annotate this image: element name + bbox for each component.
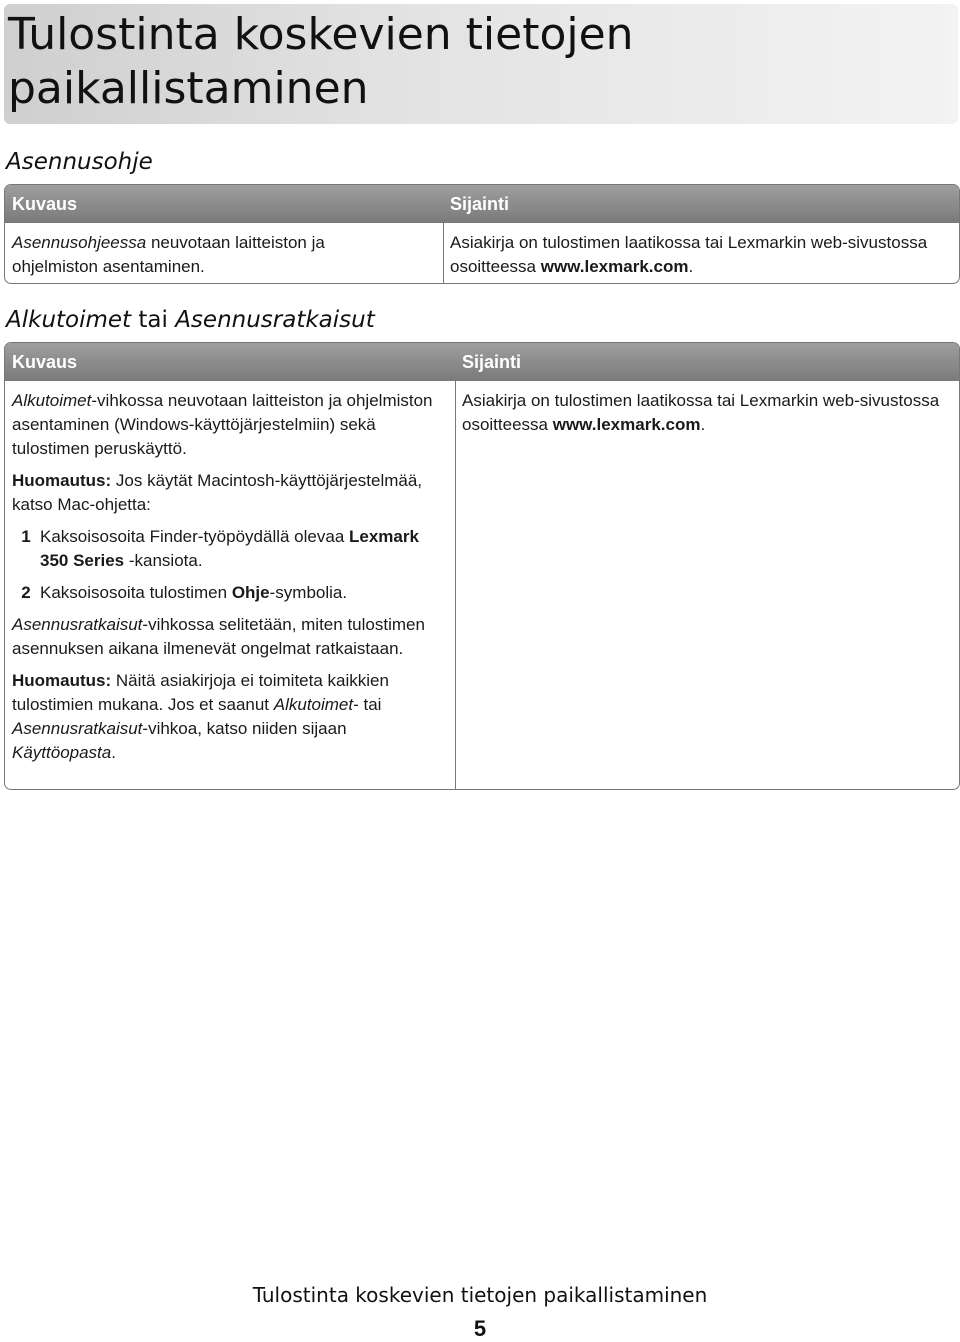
page-title: Tulostinta koskevien tietojen paikallistaminen (8, 9, 634, 114)
note-label: Huomautus: (12, 471, 112, 490)
step-bold: Ohje (231, 583, 270, 602)
note-em: Asennusratkaisut (12, 719, 143, 738)
column-header-location: Sijainti (450, 194, 510, 214)
step-number: 1 (21, 527, 31, 546)
location-body: Asiakirja on tulostimen laatikossa tai Lexmarkin web-sivustossa osoitteessa (450, 233, 928, 276)
step-text (40, 525, 442, 573)
description-cell (12, 389, 442, 773)
step-bold: Lexmark 350 Series (40, 527, 419, 570)
asennusratkaisut-rest: -vihkossa selitetään, miten tulostimen asennuksen aikana ilmenevät ongelmat ratkaistaan. (12, 615, 425, 658)
note-label: Huomautus: (12, 671, 112, 690)
page-number: 5 (473, 1316, 487, 1341)
note-em: Alkutoimet (273, 695, 354, 714)
heading-connector: tai (131, 307, 176, 333)
location-end: . (688, 257, 694, 276)
alkutoimet-paragraph (12, 389, 442, 461)
alkutoimet-em: Alkutoimet (12, 391, 92, 410)
footer-title: Tulostinta koskevien tietojen paikallistaminen (252, 1283, 708, 1307)
asennusratkaisut-paragraph (12, 613, 442, 661)
location-text (462, 389, 952, 437)
alkutoimet-rest: -vihkossa neuvotaan laitteiston ja ohjelmiston asentaminen (Windows-käyttöjärjestelmiin) sekä tulostimen peruskäyttö. (12, 391, 433, 458)
table-header (5, 185, 959, 223)
step-text (40, 581, 347, 605)
section-heading-asennusohje (6, 148, 153, 176)
description-rest: neuvotaan laitteiston ja ohjelmiston asentaminen. (12, 233, 325, 276)
location-body: Asiakirja on tulostimen laatikossa tai Lexmarkin web-sivustossa osoitteessa (462, 391, 940, 434)
step-number: 2 (21, 583, 31, 602)
location-end: . (700, 415, 706, 434)
note-text: Näitä asiakirjoja ei toimiteta kaikkien tulostimien mukana. Jos et saanut (12, 671, 389, 714)
step-text-body: Kaksoisosoita Finder-työpöydällä olevaa (40, 527, 350, 546)
column-divider (443, 223, 444, 283)
description-text (12, 231, 412, 279)
heading-asennusratkaisut: Asennusratkaisut (175, 307, 375, 333)
note-end: . (111, 743, 116, 762)
step-text-end: -symbolia. (269, 583, 348, 602)
description-em: Asennusohjeessa (12, 233, 147, 252)
asennusratkaisut-em: Asennusratkaisut (12, 615, 143, 634)
column-header-description: Kuvaus (12, 352, 78, 372)
note-text: Jos käytät Macintosh-käyttöjärjestelmää, katso Mac-ohjetta: (12, 471, 423, 514)
table-body (5, 223, 959, 283)
description-cell (12, 231, 412, 284)
note-em: Käyttöopasta (12, 743, 112, 762)
location-cell (462, 389, 952, 445)
asennusohje-table (4, 184, 960, 284)
step-text-body: Kaksoisosoita tulostimen (40, 583, 232, 602)
alkutoimet-table (4, 342, 960, 790)
lexmark-link[interactable]: www.lexmark.com (540, 257, 689, 276)
lexmark-link[interactable]: www.lexmark.com (552, 415, 701, 434)
availability-note (12, 669, 442, 765)
table-body (5, 381, 959, 789)
column-divider (455, 381, 456, 789)
section-heading-alkutoimet (6, 306, 375, 334)
step-text-end: -kansiota. (124, 551, 203, 570)
note-text: - tai (353, 695, 382, 714)
location-text (450, 231, 950, 279)
step-item (12, 581, 442, 605)
column-header-description: Kuvaus (12, 194, 78, 214)
note-text: -vihkoa, katso niiden sijaan (142, 719, 347, 738)
section-heading-text: Asennusohje (6, 149, 153, 175)
location-cell (450, 231, 950, 284)
mac-note (12, 469, 442, 517)
column-header-location: Sijainti (462, 352, 522, 372)
table-header (5, 343, 959, 381)
step-item (12, 525, 442, 573)
heading-alkutoimet: Alkutoimet (6, 307, 132, 333)
